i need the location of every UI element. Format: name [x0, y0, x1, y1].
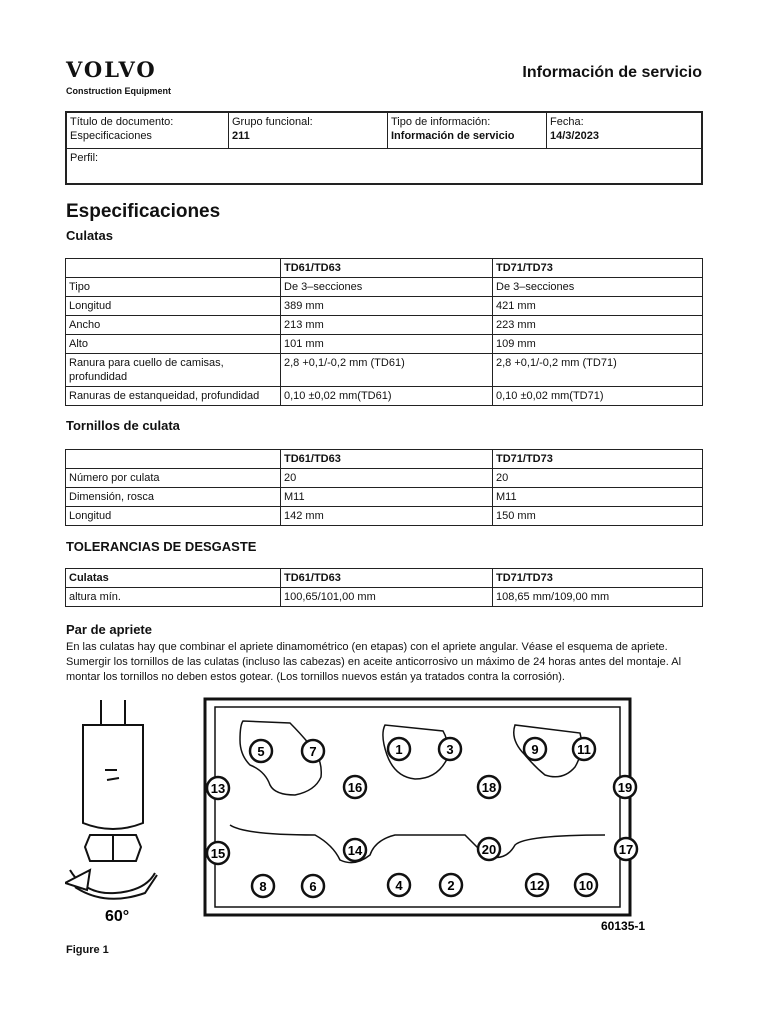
bolt-marker [388, 874, 410, 896]
page-title: Especificaciones [66, 201, 221, 222]
table-row: Ranura para cuello de camisas, profundidad 2,8 +0,1/-0,2 mm (TD61) 2,8 +0,1/-0,2 mm (TD71) [66, 354, 703, 387]
table-header-row: Culatas TD61/TD63 TD71/TD73 [66, 569, 703, 588]
bolt-marker [524, 738, 546, 760]
bolt-marker [614, 776, 636, 798]
svg-text:13: 13 [210, 781, 226, 796]
table-row: Número por culata 20 20 [66, 469, 703, 488]
info-type-cell: Tipo de información: Información de servicio [388, 112, 547, 148]
table-header-row: TD61/TD63 TD71/TD73 [66, 259, 703, 278]
title-cell: Título de documento: Especificaciones [66, 112, 229, 148]
table-row: Tipo De 3–secciones De 3–secciones [66, 278, 703, 297]
logo-subtitle: Construction Equipment [66, 86, 171, 96]
table-row: Longitud 389 mm 421 mm [66, 297, 703, 316]
bolt-marker [302, 875, 324, 897]
svg-text:11: 11 [577, 742, 591, 757]
svg-text:2: 2 [447, 878, 455, 893]
svg-text:4: 4 [395, 878, 403, 893]
bolt-marker [439, 738, 461, 760]
tightening-diagram [65, 695, 665, 940]
svg-text:20: 20 [481, 842, 497, 857]
table-tolerancias [65, 568, 703, 607]
bolt-marker [252, 875, 274, 897]
bolt-marker [302, 740, 324, 762]
bolt-marker [615, 838, 637, 860]
bolt-marker [344, 776, 366, 798]
bolt-marker [207, 777, 229, 799]
table-row: Dimensión, rosca M11 M11 [66, 488, 703, 507]
figure-reference: 60135-1 [601, 919, 646, 933]
svg-text:18: 18 [481, 780, 497, 795]
table-tornillos [65, 449, 703, 526]
svg-text:16: 16 [347, 780, 363, 795]
svg-text:7: 7 [309, 744, 317, 759]
section-heading-culatas: Culatas [66, 228, 113, 243]
section-heading-tornillos: Tornillos de culata [66, 418, 180, 433]
svg-text:3: 3 [446, 742, 454, 757]
table-row: Alto 101 mm 109 mm [66, 335, 703, 354]
table-row: Longitud 142 mm 150 mm [66, 507, 703, 526]
section-heading-apriete: Par de apriete [66, 622, 152, 637]
bolt-marker [250, 740, 272, 762]
document-type: Información de servicio [522, 64, 702, 81]
svg-text:8: 8 [259, 879, 267, 894]
svg-text:14: 14 [347, 843, 363, 858]
table-row: Ranuras de estanqueidad, profundidad 0,10 ±0,02 mm(TD61) 0,10 ±0,02 mm(TD71) [66, 387, 703, 406]
svg-text:9: 9 [531, 742, 539, 757]
svg-text:12: 12 [529, 878, 545, 893]
bolt-layer [207, 738, 637, 897]
bolt-marker [478, 838, 500, 860]
table-header-row: TD61/TD63 TD71/TD73 [66, 450, 703, 469]
svg-text:15: 15 [210, 846, 226, 861]
svg-text:5: 5 [257, 744, 265, 759]
group-cell: Grupo funcional: 211 [229, 112, 388, 148]
profile-cell: Perfil: [66, 148, 702, 184]
bolt-marker [207, 842, 229, 864]
table-row: altura mín. 100,65/101,00 mm 108,65 mm/109,00 mm [66, 588, 703, 607]
socket-wrench-illustration [65, 700, 157, 899]
table-culatas [65, 258, 703, 406]
volvo-logo: VOLVO [66, 57, 157, 82]
bolt-marker [575, 874, 597, 896]
svg-text:10: 10 [578, 878, 594, 893]
svg-text:1: 1 [395, 742, 403, 757]
metadata-table [65, 111, 703, 185]
svg-text:19: 19 [617, 780, 633, 795]
bolt-marker [573, 738, 595, 760]
bolt-marker [344, 839, 366, 861]
section-heading-tolerancias: TOLERANCIAS DE DESGASTE [66, 539, 257, 554]
apriete-paragraph: En las culatas hay que combinar el apriete dinamométrico (en etapas) con el apriete angular. Véase el esquema de apriete. Sumergir los tornillos de las culatas (incluso las cabezas) en aceite anticorrosivo un máximo de 24 horas antes del montaje. Al montar los tornillos no deben estos gotear. (Los tornillos nuevos están ya tratados contra la corrosión). [66, 641, 682, 683]
svg-text:17: 17 [618, 842, 634, 857]
svg-text:6: 6 [309, 879, 317, 894]
bolt-marker [526, 874, 548, 896]
date-cell: Fecha: 14/3/2023 [547, 112, 703, 148]
table-row: Ancho 213 mm 223 mm [66, 316, 703, 335]
angle-label: 60° [105, 908, 130, 925]
bolt-marker [440, 874, 462, 896]
bolt-marker [478, 776, 500, 798]
figure-caption: Figure 1 [66, 944, 109, 956]
bolt-marker [388, 738, 410, 760]
